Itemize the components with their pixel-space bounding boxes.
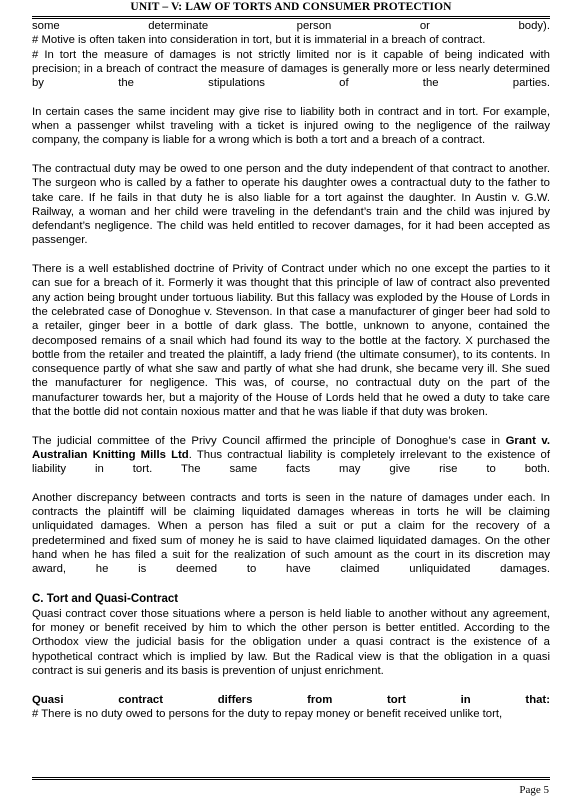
text-run: . Thus contractual liability is completely irrelevant to the existence of liability in tort. The same facts may give rise to both. bbox=[32, 448, 550, 476]
bold-lead: Quasi contract differs from tort in that: bbox=[32, 693, 550, 706]
page-header-title: UNIT – V: LAW OF TORTS AND CONSUMER PROTECTION bbox=[130, 1, 452, 13]
paragraph-damages-discrepancy: Another discrepancy between contracts and torts is seen in the nature of damages under each. In contracts the plaintiff will be claiming liquidated damages whereas in torts he will be claiming unliquidated damages. When a person has filed a suit or put a claim for the recovery of a predetermined and fixed sum of money he is said to have claimed liquidated damages. On the other hand when he has filed a suit for the realization of such amount as the court in its discretion may award, he is deemed to have claimed unliquidated damages. bbox=[32, 491, 550, 576]
paragraph-quasi-differs bbox=[32, 693, 550, 707]
paragraph-damages-measure: # In tort the measure of damages is not strictly limited nor is it capable of being indicated with precision; in a breach of contract the measure of damages is generally more or less nearly determined by the stipulations of the parties. bbox=[32, 48, 550, 90]
footer-rule-double bbox=[32, 779, 550, 780]
paragraph-privity-of-contract: There is a well established doctrine of Privity of Contract under which no one except the parties to it can sue for a breach of it. Formerly it was thought that this principle of law of contract also prevented any action being brought under tortuous liability. But this fallacy was exploded by the House of Lords in the celebrated case of Donoghue v. Stevenson. In that case a manufacturer of ginger beer had sold to a retailer, ginger beer in a bottle of dark glass. The bottle, unknown to anyone, contained the decomposed remains of a snail which had found its way to the bottle at the factory. X purchased the bottle from the retailer and treated the plaintiff, a lady friend (the ultimate consumer), to its contents. In consequence partly of what she saw and partly of what she had drunk, she became very ill. She sued the manufacturer for negligence. This was, of course, no contractual duty on the part of the manufacturer towards her, but a majority of the House of Lords held that he owed a duty to take care that the bottle did not contain noxious matter and that he was liable if that duty was broken. bbox=[32, 263, 550, 419]
footer-rule bbox=[32, 777, 550, 778]
page-number: Page 5 bbox=[519, 784, 549, 796]
paragraph-quasi-contract: Quasi contract cover those situations where a person is held liable to another without any agreement, for money or benefit received by him to which the other person is better entitled. According to the Orthodox view the judicial basis for the obligation under a quasi contract is the existence of a hypothetical contract which is implied by law. But the Radical view is that the obligation in a quasi contract is sui generis and its basis is prevention of unjust enrichment. bbox=[32, 607, 550, 678]
paragraph-no-duty: # There is no duty owed to persons for the duty to repay money or benefit received unlike tort, bbox=[32, 707, 503, 720]
document-body bbox=[32, 19, 550, 721]
paragraph-motive: # Motive is often taken into consideration in tort, but it is immaterial in a breach of contract. bbox=[32, 34, 486, 47]
text-run: The judicial committee of the Privy Council affirmed the principle of Donoghue’s case in bbox=[32, 434, 506, 447]
paragraph-continuation: some determinate person or body). bbox=[32, 20, 550, 32]
case-name-bold: Grant v. Australian Knitting Mills Ltd bbox=[32, 434, 550, 461]
paragraph-contractual-duty: The contractual duty may be owed to one person and the duty independent of that contract to another. The surgeon who is called by a father to operate his daughter owes a contractual duty to the father to take care. If he fails in that duty he is also liable for a tort against the daughter. In Austin v. G.W. Railway, a woman and her child were traveling in the defendant’s train and the child was injured by defendant’s negligence. The child was held entitled to recover damages, for it had been accepted as passenger. bbox=[32, 162, 550, 247]
section-heading-c: C. Tort and Quasi-Contract bbox=[32, 592, 179, 605]
paragraph-same-incident: In certain cases the same incident may give rise to liability both in contract and in tort. For example, when a passenger whilst traveling with a ticket is injured owing to the negligence of the railway company, the company is liable for a wrong which is both a tort and a breach of a contract. bbox=[32, 105, 550, 147]
paragraph-privy-council bbox=[32, 434, 550, 477]
header-rule bbox=[32, 16, 550, 17]
